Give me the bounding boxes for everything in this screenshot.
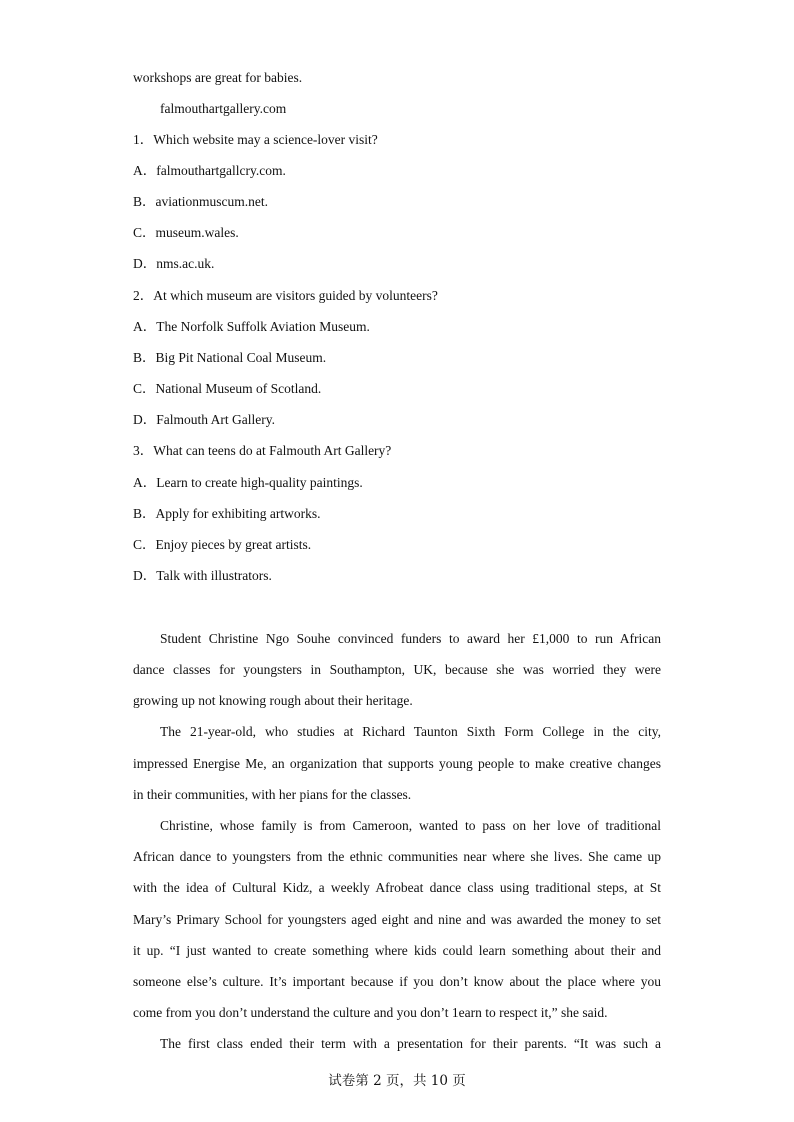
question-3-option-b: B．Apply for exhibiting artworks. (133, 506, 321, 521)
passage-p3-line: with the idea of Cultural Kidz, a weekly Afrobeat dance class using traditional steps, at St (133, 880, 661, 895)
passage-p4-line: The first class ended their term with a presentation for their parents. “It was such a (160, 1036, 661, 1051)
question-2-option-c: C．National Museum of Scotland. (133, 381, 322, 396)
passage-p2-line: The 21-year-old, who studies at Richard Taunton Sixth Form College in the city, (160, 724, 661, 739)
question-1-option-a: A．falmouthartgallcry.com. (133, 163, 286, 178)
question-1-option-b: B．aviationmuscum.net. (133, 194, 268, 209)
passage-p3-line: Christine, whose family is from Cameroon, wanted to pass on her love of traditional (160, 818, 661, 833)
question-1-option-c: C．museum.wales. (133, 225, 239, 240)
question-1-option-d: D．nms.ac.uk. (133, 256, 215, 271)
question-1-stem: 1．Which website may a science-lover visit? (133, 132, 378, 147)
passage-p3-line: it up. “I just wanted to create something where kids could learn something about their and (133, 943, 661, 958)
question-3-option-c: C．Enjoy pieces by great artists. (133, 537, 312, 552)
passage-p1-line: growing up not knowing rough about their heritage. (133, 693, 413, 708)
passage-p1-line: Student Christine Ngo Souhe convinced funders to award her £1,000 to run African (160, 631, 661, 646)
question-2-option-b: B．Big Pit National Coal Museum. (133, 350, 327, 365)
question-2-option-a: A．The Norfolk Suffolk Aviation Museum. (133, 319, 370, 334)
passage-p3-line: someone else’s culture. It’s important because if you don’t know about the place where you (133, 974, 661, 989)
question-3-option-a: A．Learn to create high-quality paintings. (133, 475, 363, 490)
question-2-stem: 2．At which museum are visitors guided by volunteers? (133, 288, 438, 303)
intro-line: workshops are great for babies. (133, 70, 303, 85)
passage-p3-line: African dance to youngsters from the ethnic communities near where she lives. She came up (133, 849, 661, 864)
passage-p1-line: dance classes for youngsters in Southampton, UK, because she was worried they were (133, 662, 661, 677)
website-line: falmouthartgallery.com (160, 101, 287, 116)
question-2-option-d: D．Falmouth Art Gallery. (133, 412, 275, 427)
passage-p3-line: come from you don’t understand the culture and you don’t 1earn to respect it,” she said. (133, 1005, 608, 1020)
question-3-option-d: D．Talk with illustrators. (133, 568, 272, 583)
page-footer: 试卷第 2 页，共 10 页 (328, 1073, 466, 1089)
passage-p3-line: Mary’s Primary School for youngsters aged eight and nine and was awarded the money to set (133, 912, 661, 927)
passage-p2-line: impressed Energise Me, an organization that supports young people to make creative changes (133, 756, 661, 771)
passage-p2-line: in their communities, with her pians for the classes. (133, 787, 412, 802)
question-3-stem: 3．What can teens do at Falmouth Art Gallery? (133, 443, 392, 458)
